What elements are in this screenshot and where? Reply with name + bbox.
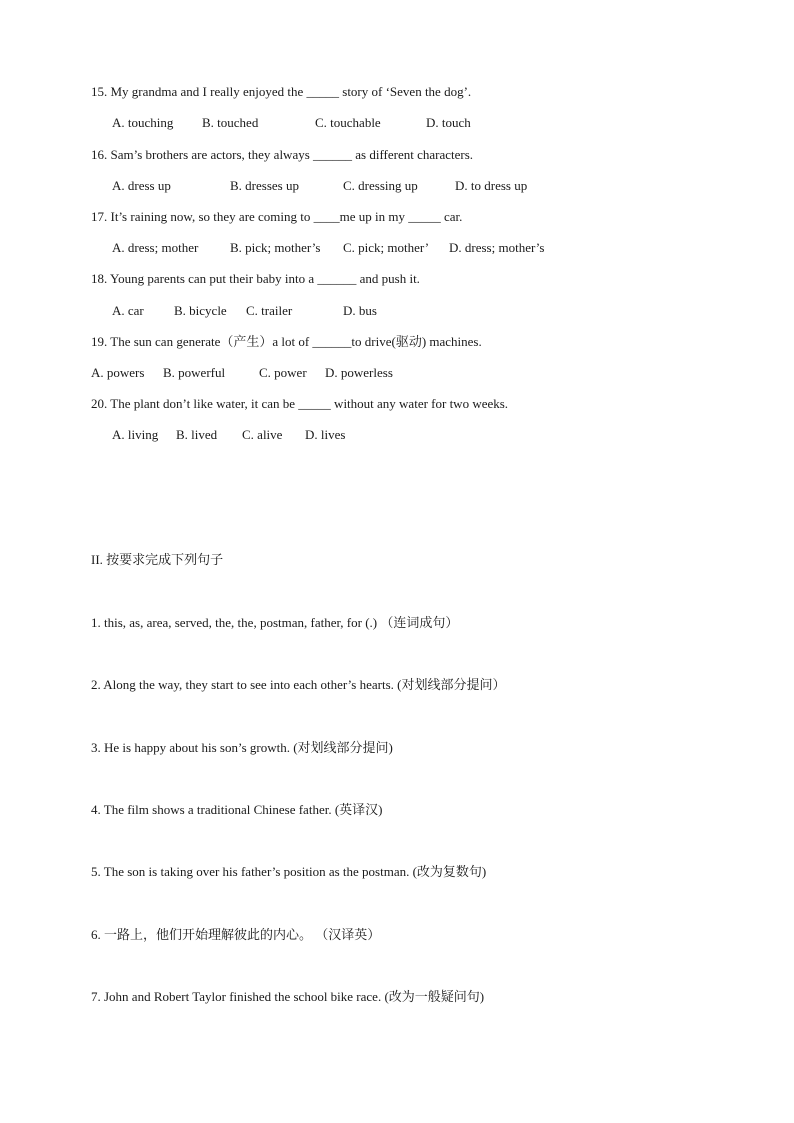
option-d: D. powerless xyxy=(325,365,393,380)
option-a: A. touching xyxy=(112,115,174,130)
task-3: 3. He is happy about his son’s growth. (对划线部分提问) xyxy=(91,740,393,755)
task-5: 5. The son is taking over his father’s position as the postman. (改为复数句) xyxy=(91,864,487,879)
question-19: 19. The sun can generate（产生）a lot of ______to drive(驱动) machines. xyxy=(91,334,482,349)
option-d: D. bus xyxy=(343,303,377,318)
option-c: C. alive xyxy=(242,427,283,442)
option-a: A. car xyxy=(112,303,144,318)
question-18: 18. Young parents can put their baby into a ______ and push it. xyxy=(91,271,420,286)
task-1: 1. this, as, area, served, the, the, postman, father, for (.) （连词成句） xyxy=(91,615,459,630)
option-a: A. living xyxy=(112,427,159,442)
option-b: B. pick; mother’s xyxy=(230,240,321,255)
option-a: A. dress up xyxy=(112,178,171,193)
option-c: C. pick; mother’ xyxy=(343,240,430,255)
option-c: C. dressing up xyxy=(343,178,418,193)
task-6: 6. 一路上，他们开始理解彼此的内心。 （汉译英） xyxy=(91,927,381,942)
question-20: 20. The plant don’t like water, it can be _____ without any water for two weeks. xyxy=(91,396,509,411)
option-b: B. touched xyxy=(202,115,259,130)
option-d: D. dress; mother’s xyxy=(449,240,545,255)
task-4: 4. The film shows a traditional Chinese father. (英译汉) xyxy=(91,802,383,817)
option-a: A. powers xyxy=(91,365,145,380)
option-c: C. touchable xyxy=(315,115,381,130)
option-c: C. power xyxy=(259,365,307,380)
question-15: 15. My grandma and I really enjoyed the _____ story of ‘Seven the dog’. xyxy=(91,84,472,99)
section-heading: II. 按要求完成下列句子 xyxy=(91,552,224,567)
option-b: B. lived xyxy=(176,427,218,442)
task-2: 2. Along the way, they start to see into each other’s hearts. (对划线部分提问） xyxy=(91,677,506,692)
question-17: 17. It’s raining now, so they are coming to ____me up in my _____ car. xyxy=(91,209,463,224)
question-16: 16. Sam’s brothers are actors, they always ______ as different characters. xyxy=(91,147,474,162)
task-7: 7. John and Robert Taylor finished the school bike race. (改为一般疑问句) xyxy=(91,989,485,1004)
option-d: D. to dress up xyxy=(455,178,528,193)
option-b: B. powerful xyxy=(163,365,226,380)
option-a: A. dress; mother xyxy=(112,240,199,255)
option-b: B. dresses up xyxy=(230,178,299,193)
option-b: B. bicycle xyxy=(174,303,227,318)
option-c: C. trailer xyxy=(246,303,293,318)
option-d: D. touch xyxy=(426,115,471,130)
option-d: D. lives xyxy=(305,427,346,442)
